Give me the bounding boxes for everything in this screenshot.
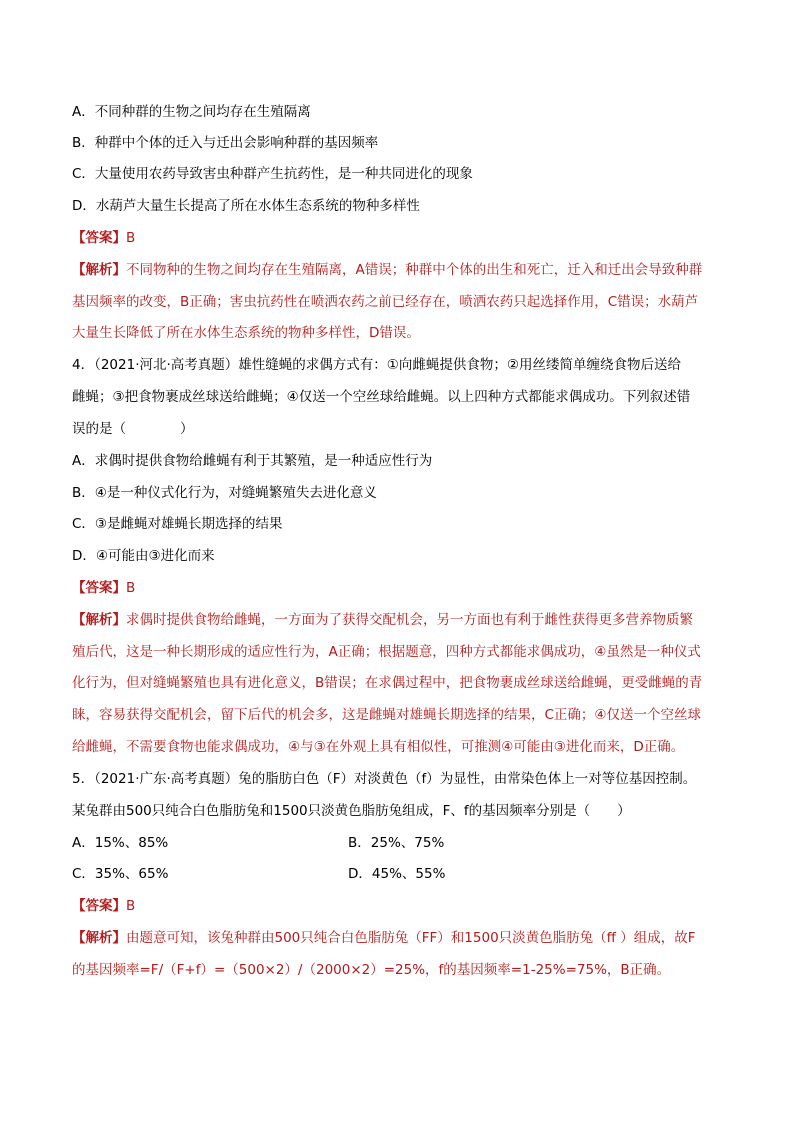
q4-stem-line-1: 4．（2021·河北·高考真题）雄性缝蝇的求偶方式有：①向雌蝇提供食物；②用丝缕简单缠绕食物后送给 xyxy=(72,357,681,373)
q4-analysis-line-2: 殖后代，这是一种长期形成的适应性行为，A正确；根据题意，四种方式都能求偶成功，④虽然是一种仪式 xyxy=(72,644,701,660)
q3-analysis-line-1 xyxy=(72,260,732,280)
q4-stem-line-2: 雌蝇；③把食物裹成丝球送给雌蝇；④仅送一个空丝球给雌蝇。以上四种方式都能求偶成功。下列叙述错 xyxy=(72,389,691,405)
q5-stem-line-1: 5．（2021·广东·高考真题）兔的脂肪白色（F）对淡黄色（f）为显性，由常染色体上一对等位基因控制。 xyxy=(72,771,697,787)
q5-option-c: C．35%、65% xyxy=(72,866,169,882)
q3-answer xyxy=(72,228,732,248)
q3-analysis-line-2: 基因频率的改变，B正确；害虫抗药性在喷洒农药之前已经存在，喷洒农药只起选择作用，C错误；水葫芦 xyxy=(72,294,699,310)
analysis-tag: 【解析】 xyxy=(72,262,126,278)
answer-tag: 【答案】 xyxy=(72,580,126,596)
analysis-tag: 【解析】 xyxy=(72,612,126,628)
answer-value: B xyxy=(126,898,136,914)
q5-options-row-1 xyxy=(72,833,732,853)
q5-option-a: A．15%、85% xyxy=(72,835,169,851)
q5-stem-line-2: 某兔群由500只纯合白色脂肪兔和1500只淡黄色脂肪兔组成，F、f的基因频率分别是（ ） xyxy=(72,803,631,819)
q3-option-b: B．种群中个体的迁入与迁出会影响种群的基因频率 xyxy=(72,135,379,151)
q5-option-d: D．45%、55% xyxy=(348,866,446,882)
q4-option-c: C．③是雌蝇对雄蝇长期选择的结果 xyxy=(72,516,283,532)
analysis-tag: 【解析】 xyxy=(72,930,126,946)
q3-option-d: D．水葫芦大量生长提高了所在水体生态系统的物种多样性 xyxy=(72,198,420,214)
q4-analysis-line-1 xyxy=(72,610,732,630)
analysis-text: 不同物种的生物之间均存在生殖隔离，A错误；种群中个体的出生和死亡，迁入和迁出会导致种群 xyxy=(126,262,703,278)
q3-option-c: C．大量使用农药导致害虫种群产生抗药性，是一种共同进化的现象 xyxy=(72,166,473,182)
q3-analysis-line-3: 大量生长降低了所在水体生态系统的物种多样性，D错误。 xyxy=(72,325,420,341)
analysis-text: 求偶时提供食物给雌蝇，一方面为了获得交配机会，另一方面也有利于雌性获得更多营养物质繁 xyxy=(126,612,693,628)
q5-analysis-line-2: 的基因频率=F/（F+f）=（500×2）/（2000×2）=25%，f的基因频率=1-25%=75%，B正确。 xyxy=(72,962,671,978)
q4-stem-line-3: 误的是（ ） xyxy=(72,421,194,437)
q5-options-row-2 xyxy=(72,864,732,884)
q5-answer xyxy=(72,896,732,916)
q4-option-b: B．④是一种仪式化行为，对缝蝇繁殖失去进化意义 xyxy=(72,485,377,501)
answer-tag: 【答案】 xyxy=(72,230,126,246)
answer-value: B xyxy=(126,230,136,246)
q5-analysis-line-1 xyxy=(72,928,732,948)
q5-option-b: B．25%、75% xyxy=(348,835,445,851)
q4-answer xyxy=(72,578,732,598)
q4-analysis-line-3: 化行为，但对缝蝇繁殖也具有进化意义，B错误；在求偶过程中，把食物裹成丝球送给雌蝇，更受雌蝇的青 xyxy=(72,675,703,691)
q4-analysis-line-4: 睐，容易获得交配机会，留下后代的机会多，这是雌蝇对雄蝇长期选择的结果，C正确；④仅送一个空丝球 xyxy=(72,707,702,723)
answer-tag: 【答案】 xyxy=(72,898,126,914)
q4-option-d: D．④可能由③进化而来 xyxy=(72,548,215,564)
answer-value: B xyxy=(126,580,136,596)
analysis-text: 由题意可知，该兔种群由500只纯合白色脂肪兔（FF）和1500只淡黄色脂肪兔（ff ）组成，故F xyxy=(126,930,696,946)
q4-analysis-line-5: 给雌蝇，不需要食物也能求偶成功，④与③在外观上具有相似性，可推测④可能由③进化而来，D正确。 xyxy=(72,739,685,755)
q3-option-a: A．不同种群的生物之间均存在生殖隔离 xyxy=(72,104,311,120)
q4-option-a: A．求偶时提供食物给雌蝇有利于其繁殖，是一种适应性行为 xyxy=(72,453,433,469)
